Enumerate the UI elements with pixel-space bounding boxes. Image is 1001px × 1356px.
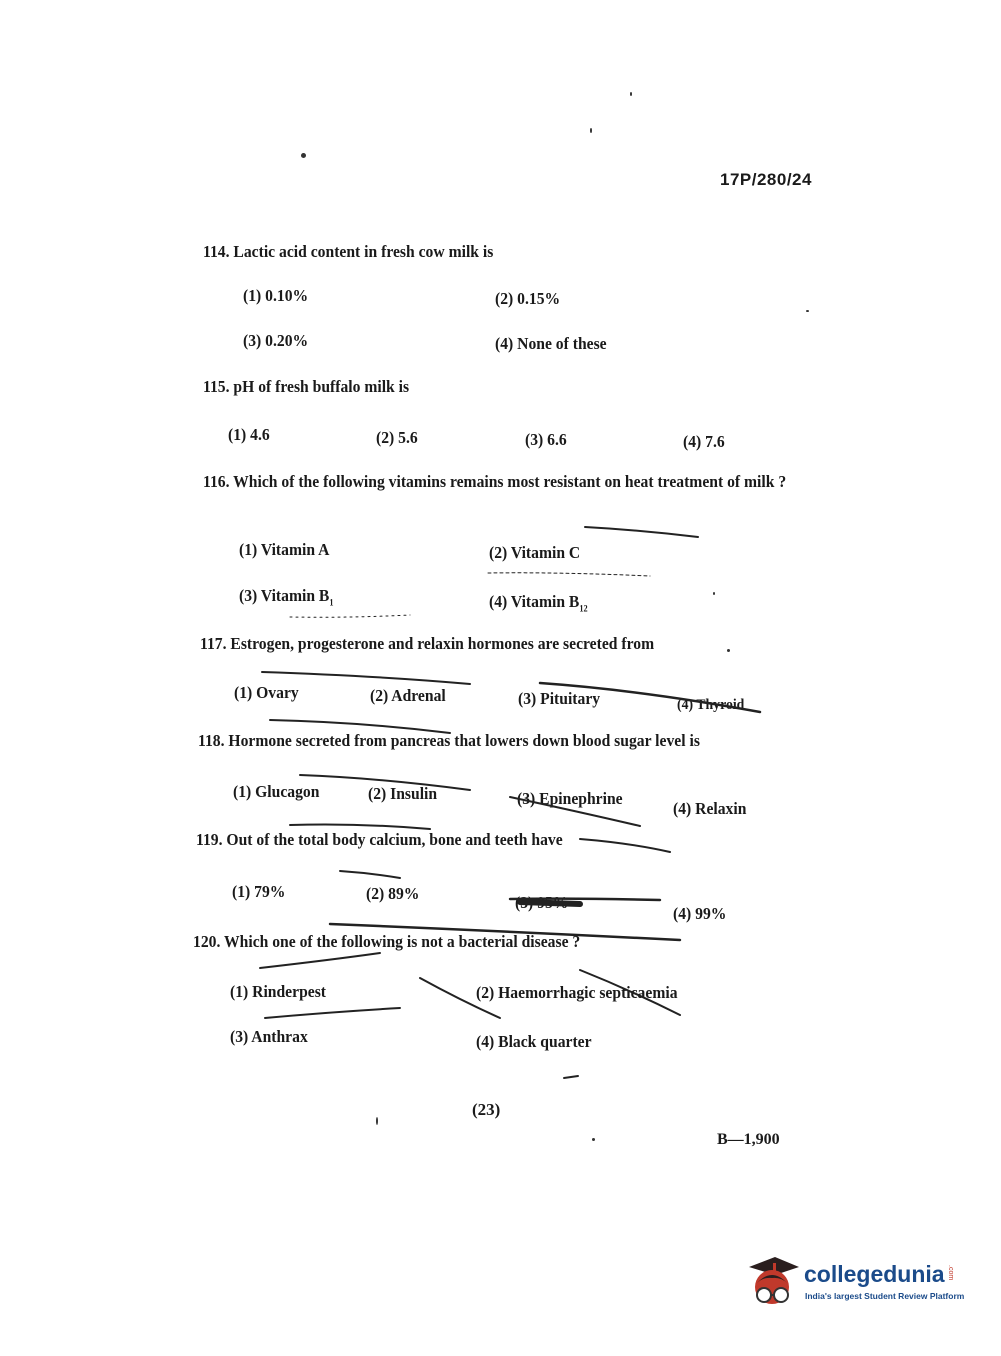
- scan-speck: [630, 92, 632, 96]
- question-text: Hormone secreted from pancreas that lowers down blood sugar level is: [228, 731, 700, 750]
- option: (3) Pituitary: [518, 689, 601, 708]
- option: (3) 95%: [515, 893, 569, 912]
- paper-code: 17P/280/24: [720, 170, 812, 189]
- question-number: 120.: [193, 932, 221, 951]
- option: (3) 6.6: [525, 430, 567, 449]
- option: (2) 89%: [366, 884, 420, 903]
- collegedunia-watermark: [743, 1253, 968, 1313]
- subscript: 1: [329, 597, 334, 608]
- question-number: 115.: [203, 377, 230, 396]
- option: (2) Vitamin C: [489, 543, 581, 562]
- question-118: [198, 731, 700, 751]
- scan-speck: [727, 649, 730, 652]
- question-number: 114.: [203, 242, 230, 261]
- option: (1) Ovary: [234, 683, 299, 702]
- option: (2) 0.15%: [495, 289, 561, 308]
- option: (1) Rinderpest: [230, 982, 327, 1001]
- option: (3) Anthrax: [230, 1027, 308, 1046]
- question-number: 117.: [200, 634, 227, 653]
- question-text: Which one of the following is not a bacterial disease ?: [224, 932, 581, 951]
- option: (1) Glucagon: [233, 782, 320, 801]
- option: (1) 79%: [232, 882, 286, 901]
- option: (4) Thyroid: [677, 697, 745, 713]
- brand-suffix: .com: [947, 1265, 954, 1281]
- question-text: Out of the total body calcium, bone and teeth have: [226, 830, 563, 849]
- question-number: 118.: [198, 731, 225, 750]
- option: (2) 5.6: [376, 428, 418, 447]
- question-117: [200, 634, 654, 654]
- option: (2) Haemorrhagic septicaemia: [476, 983, 678, 1002]
- question-120: [193, 932, 580, 952]
- mascot-icon: [743, 1253, 801, 1313]
- option: (1) 4.6: [228, 425, 270, 444]
- question-text: Which of the following vitamins remains most resistant on heat treatment of milk ?: [233, 472, 787, 491]
- option: (3) 0.20%: [243, 331, 309, 350]
- option: (4) Vitamin $B_{12}$: [489, 592, 588, 614]
- question-119: [196, 830, 563, 850]
- question-text: pH of fresh buffalo milk is: [233, 377, 410, 396]
- scan-speck: [590, 128, 592, 133]
- question-116: [203, 472, 810, 492]
- footer-code: B—1,900: [717, 1131, 780, 1148]
- option: (3) Epinephrine: [517, 789, 623, 808]
- question-number: 116.: [203, 472, 230, 491]
- question-text: Estrogen, progesterone and relaxin hormones are secreted from: [230, 634, 655, 653]
- option: (4) 7.6: [683, 432, 725, 451]
- option: (2) Insulin: [368, 784, 438, 803]
- scan-speck: [376, 1117, 378, 1125]
- brand-tagline: India's largest Student Review Platform: [805, 1291, 965, 1301]
- scan-speck: [301, 153, 306, 158]
- option: (1) 0.10%: [243, 286, 309, 305]
- brand-name: collegedunia: [804, 1261, 945, 1287]
- subscript: 12: [579, 603, 588, 614]
- question-114: [203, 242, 493, 262]
- option: (4) None of these: [495, 334, 607, 353]
- option: (2) Adrenal: [370, 686, 446, 705]
- scan-speck: [806, 310, 809, 312]
- option: (1) Vitamin A: [239, 540, 330, 559]
- question-text: Lactic acid content in fresh cow milk is: [233, 242, 494, 261]
- scan-speck: [592, 1138, 595, 1141]
- question-115: [203, 377, 409, 397]
- option: (3) Vitamin $B_1$: [239, 586, 334, 608]
- scan-speck: [713, 592, 715, 595]
- option: (4) Black quarter: [476, 1032, 592, 1051]
- page-number: (23): [472, 1100, 501, 1119]
- option: (4) 99%: [673, 904, 727, 923]
- question-number: 119.: [196, 830, 223, 849]
- option: (4) Relaxin: [673, 799, 747, 818]
